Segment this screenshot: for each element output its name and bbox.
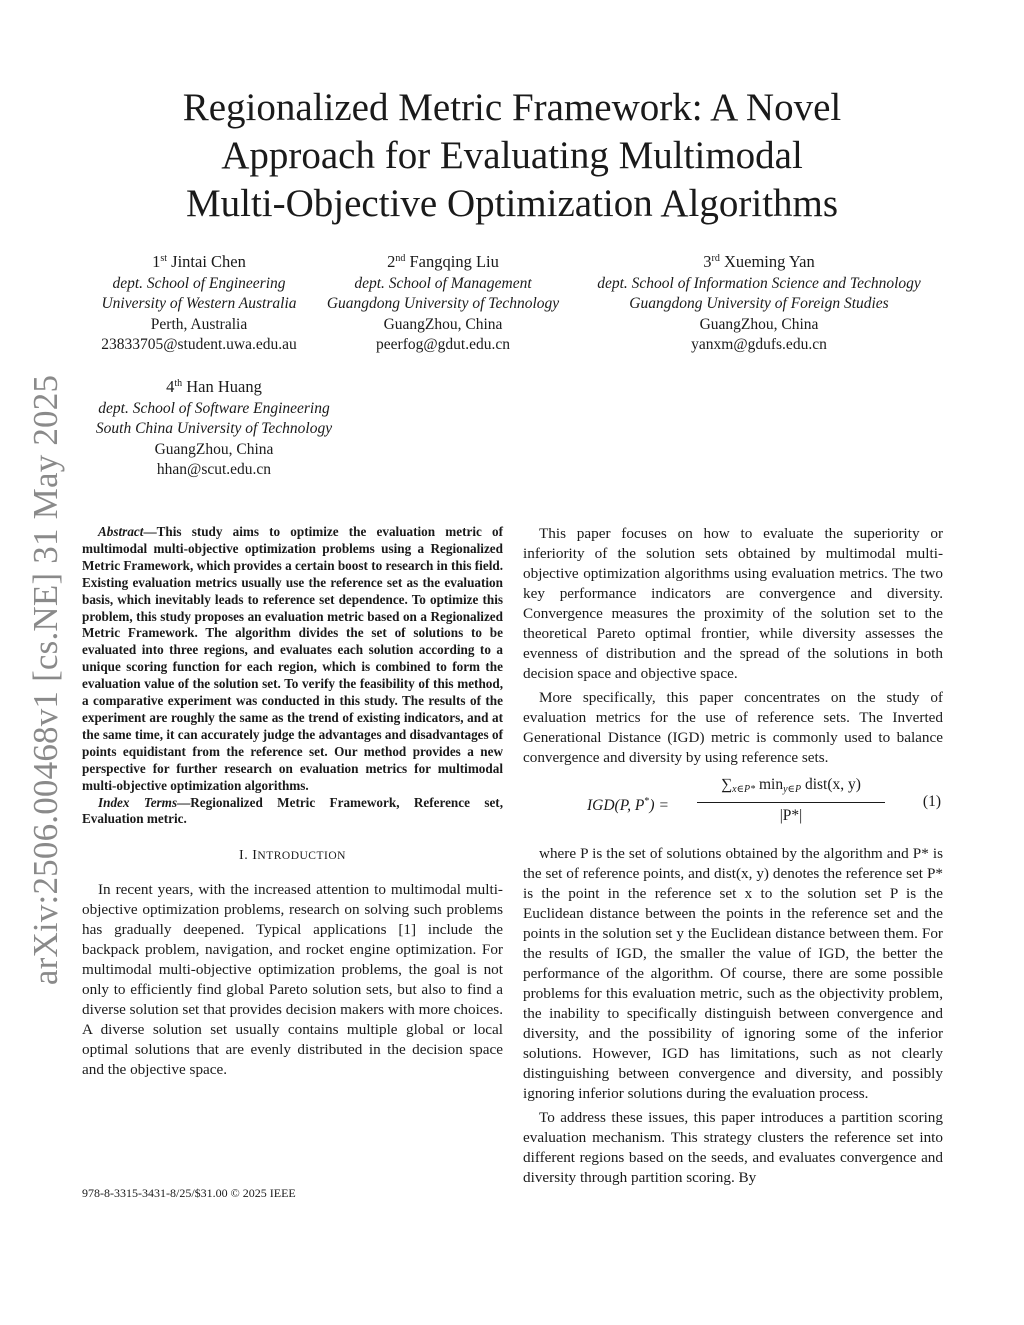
author-org: South China University of Technology	[95, 420, 333, 437]
author-dept: dept. School of Software Engineering	[98, 399, 330, 417]
paper-title	[110, 84, 914, 228]
author-name: 4th Han Huang	[166, 377, 262, 396]
author-block-4	[76, 374, 352, 481]
author-city: GuangZhou, China	[154, 440, 274, 458]
title-line: Approach for Evaluating Multimodal	[221, 134, 803, 177]
title-line: Multi-Objective Optimization Algorithms	[185, 182, 839, 225]
equation-denominator: |P*|	[779, 807, 803, 824]
arxiv-identifier-text: arXiv:2506.00468v1 [cs.NE] 31 May 2025	[26, 374, 66, 986]
body-paragraph: where P is the set of solutions obtained by the algorithm and P* is the set of reference points, and dist(x, y) denotes the reference set P* is the point in the reference set x to the solution set P is the Euclidean distance between the points in the reference set and the points in the solution set y the Euclidean distance between them. For the results of IGD, the smaller the value of IGD, the better the performance of the algorithm. Of course, there are some possible problems for this evaluation metric, such as the objectivity problem, the inability to specifically distinguish between convergence and diversity, and the possibility of ignoring some of the inferior solutions. However, IGD has limitations, such as not clearly distinguishing between convergence and diversity, and possibly ignoring inferior solutions during the evaluation process.	[523, 845, 943, 1102]
author-email: peerfog@gdut.edu.cn	[376, 336, 510, 353]
author-name: 2nd Fangqing Liu	[387, 252, 499, 271]
intro-paragraph: In recent years, with the increased attention to multimodal multi-objective optimization problems, research on solving such problems has gradually deepened. Typical applications [1] include the backpack problem, navigation, and rocket engine optimization. For multimodal multi-objective optimization problems, the goal is not only to efficiently find global Pareto solution sets, but also to find a diverse solution set that provides decision makers with more choices. A diverse solution set usually contains multiple global or local optimal solutions that are evenly distributed in the decision space and the objective space.	[82, 881, 503, 1079]
author-org: Guangdong University of Technology	[326, 295, 560, 312]
copyright-footer: 978-8-3315-3431-8/25/$31.00 © 2025 IEEE	[82, 1186, 296, 1200]
left-column	[82, 524, 503, 1084]
author-name: 3rd Xueming Yan	[703, 252, 815, 271]
author-dept: dept. School of Engineering	[112, 274, 286, 292]
body-paragraph: More specifically, this paper concentrates on the study of evaluation metrics for the use of reference sets. The Inverted Generational Distance (IGD) metric is commonly used to balance convergence and diversity by using reference sets.	[523, 689, 943, 766]
author-email: hhan@scut.edu.cn	[156, 461, 272, 478]
author-dept: dept. School of Information Science and Technology	[597, 274, 921, 292]
equation-number: (1)	[922, 793, 941, 810]
author-name: 1st Jintai Chen	[152, 252, 246, 271]
author-org: Guangdong University of Foreign Studies	[629, 295, 889, 312]
author-email: 23833705@student.uwa.edu.au	[101, 336, 297, 353]
author-email: yanxm@gdufs.edu.cn	[691, 336, 827, 353]
author-city: GuangZhou, China	[383, 315, 503, 333]
body-paragraph: To address these issues, this paper introduces a partition scoring evaluation mechanism. This strategy clusters the reference set into different regions based on the seeds, and evaluates convergence and diversity through partition scoring. By	[523, 1109, 943, 1186]
author-block-2	[312, 249, 574, 356]
equation-igd	[523, 774, 943, 834]
index-terms: Index Terms—Regionalized Metric Framework, Reference set, Evaluation metric.	[82, 794, 503, 827]
author-block-3	[570, 249, 948, 356]
author-city: GuangZhou, China	[699, 315, 819, 333]
equation-numerator: $\sum_{x\in P*}$ $\min_{y\in P}$ dist(x, y)	[721, 776, 861, 795]
author-city: Perth, Australia	[150, 315, 248, 333]
author-org: University of Western Australia	[101, 295, 297, 312]
arxiv-identifier	[18, 370, 74, 990]
right-column	[523, 524, 943, 1192]
body-paragraph: This paper focuses on how to evaluate the superiority or inferiority of the solution sets obtained by multimodal multi-objective optimization algorithms using evaluation metrics. The two key performance indicators are convergence and diversity. Convergence measures the proximity of the solution set to the theoretical Pareto optimal frontier, while diversity assesses the evenness of distribution and the spread of the solutions in both decision space and objective space.	[523, 525, 943, 682]
fraction-bar	[697, 802, 885, 803]
equation-fraction	[697, 774, 885, 826]
author-dept: dept. School of Management	[354, 274, 532, 292]
equation-lhs: IGD(P, P*) =	[587, 796, 669, 814]
section-heading-introduction: I. INTRODUCTION	[239, 848, 346, 864]
author-block-1	[83, 249, 315, 356]
abstract: Abstract—This study aims to optimize the evaluation metric of multimodal multi-objective optimization problems using a Regionalized Metric Framework, which provides a certain boost to research in this field. Existing evaluation metrics usually use the reference set as the evaluation basis, which inevitably leads to reference set dependence. To optimize this problem, this study proposes an evaluation metric based on a Regionalized Metric Framework. The algorithm divides the set of solutions to be evaluated into three regions, and evaluates each solution according to a unique scoring function for each region, which is combined to form the evaluation value of the solution set. To verify the feasibility of this method, a comparative experiment was conducted in this study. The results of the experiment are roughly the same as the trend of existing indicators, and at the same time, it can accurately judge the advantages and disadvantages of points equidistant from the reference set. Our method provides a new perspective for further research on evaluation metrics for multimodal multi-objective optimization algorithms.	[82, 524, 503, 793]
title-line: Regionalized Metric Framework: A Novel	[182, 86, 842, 129]
